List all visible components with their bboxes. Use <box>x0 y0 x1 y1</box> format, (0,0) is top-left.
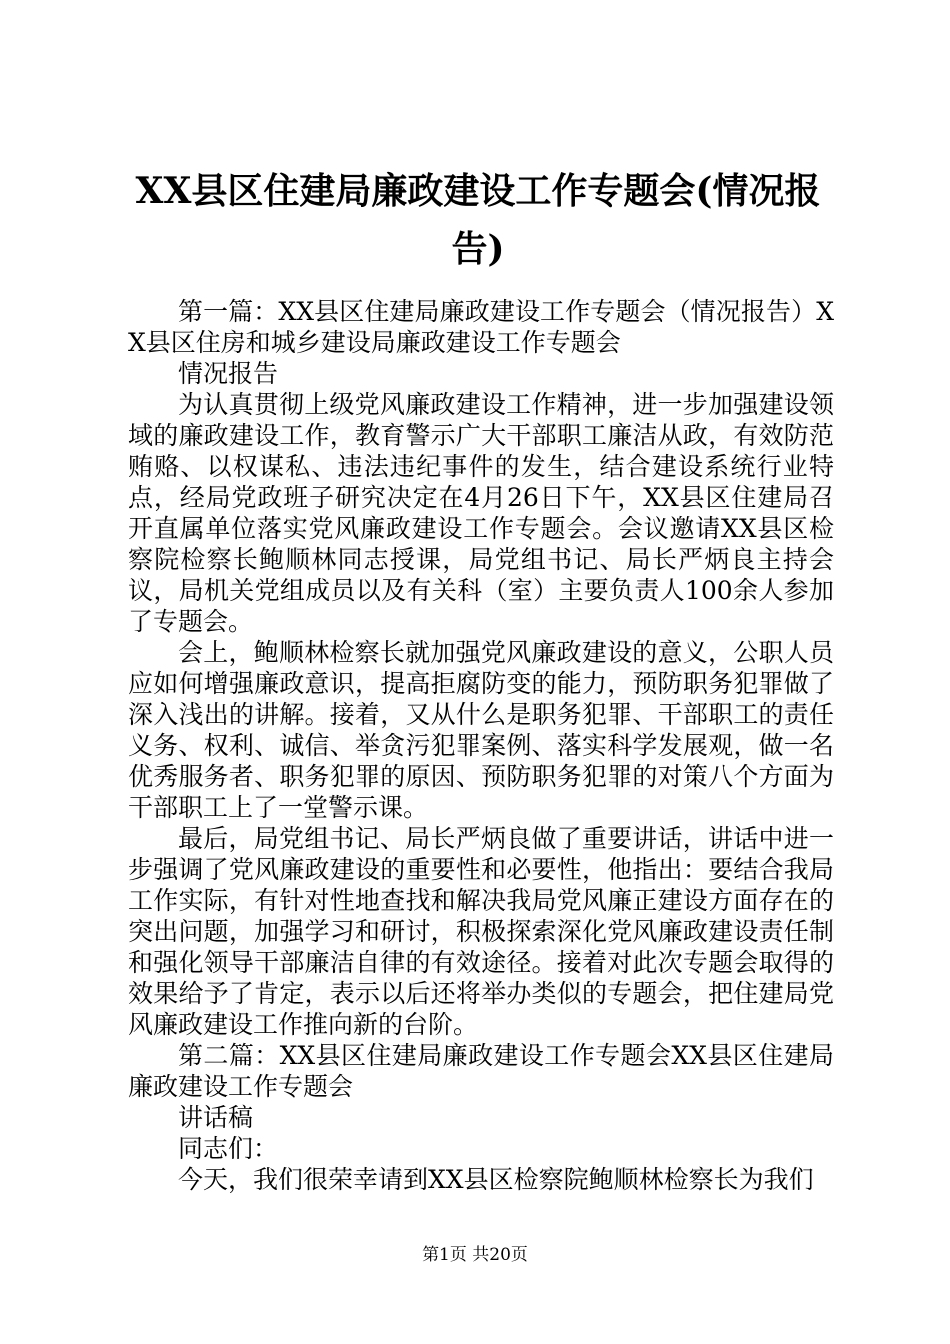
paragraph-salutation: 同志们： <box>178 1134 279 1163</box>
paragraph-intro: 为认真贯彻上级党风廉政建设工作精神，进一步加强建设领域的廉政建设工作，教育警示广大干部职工廉洁从政，有效防范贿赂、以权谋私、违法违纪事件的发生，结合建设系统行业特点，经局党政班子研究决定在4月26日下午，XX县区住建局召开直属单位落实党风廉政建设工作专题会。会议邀请XX县区检察院检察长鲍顺林同志授课，局党组书记、局长严炳良主持会议，局机关党组成员以及有关科（室）主要负责人100余人参加了专题会。 <box>128 390 834 636</box>
paragraph-meeting: 会上，鲍顺林检察长就加强党风廉政建设的意义，公职人员应如何增强廉政意识，提高拒腐防变的能力，预防职务犯罪做了深入浅出的讲解。接着，又从什么是职务犯罪、干部职工的责任义务、权利、诚信、举贪污犯罪案例、落实科学发展观，做一名优秀服务者、职务犯罪的原因、预防职务犯罪的对策八个方面为干部职工上了一堂警示课。 <box>128 638 834 822</box>
document-title: XX县区住建局廉政建设工作专题会(情况报告) <box>135 170 821 270</box>
paragraph-report-label: 情况报告 <box>178 359 279 388</box>
page-number-footer: 第1页 共20页 <box>422 1245 528 1265</box>
document-body <box>128 296 834 1195</box>
paragraph-speech-opening: 今天，我们很荣幸请到XX县区检察院鲍顺林检察长为我们 <box>178 1165 814 1194</box>
paragraph-speech-label: 讲话稿 <box>178 1103 254 1132</box>
paragraph-part-one-heading: 第一篇：XX县区住建局廉政建设工作专题会（情况报告）XX县区住房和城乡建设局廉政建设工作专题会 <box>128 297 834 357</box>
paragraph-closing: 最后，局党组书记、局长严炳良做了重要讲话，讲话中进一步强调了党风廉政建设的重要性和必要性，他指出：要结合我局工作实际，有针对性地查找和解决我局党风廉正建设方面存在的突出问题，加强学习和研讨，积极探索深化党风廉政建设责任制和强化领导干部廉洁自律的有效途径。接着对此次专题会取得的效果给予了肯定，表示以后还将举办类似的专题会，把住建局党风廉政建设工作推向新的台阶。 <box>128 824 834 1039</box>
paragraph-part-two-heading: 第二篇：XX县区住建局廉政建设工作专题会XX县区住建局廉政建设工作专题会 <box>128 1041 834 1101</box>
